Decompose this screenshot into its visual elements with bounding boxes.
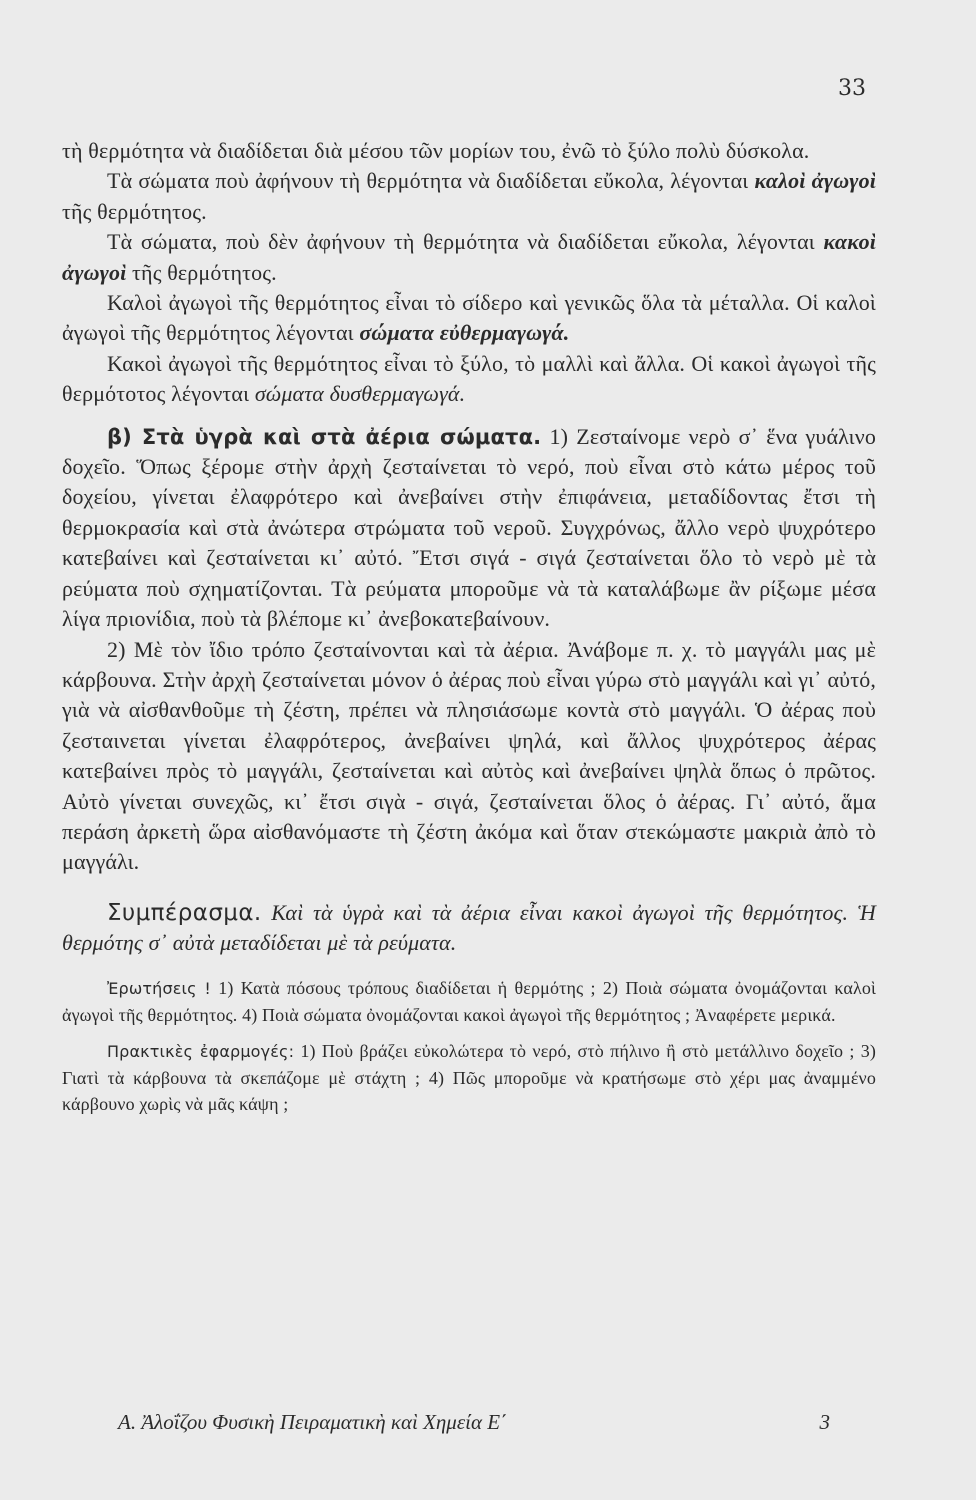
questions-heading: Ἐρωτήσεις ! <box>107 978 211 998</box>
section-liquids-gases <box>62 422 876 635</box>
paragraph-text: τῆς θερμότητος. <box>126 259 277 285</box>
paragraph-conduction-solids: τὴ θερμότητα νὰ διαδίδεται διὰ μέσου τῶν μορίων του, ἐνῶ τὸ ξύλο πολὺ δύσκολα. <box>62 138 810 163</box>
term-dystherm: σώματα δυσθερμαγωγά. <box>254 381 466 407</box>
paragraph-gases-convection: 2) Μὲ τὸν ἴδιο τρόπο ζεσταίνονται καὶ τὰ ἀέρια. Ἀνάβομε π. χ. τὸ μαγγάλι μας μὲ κάρβουνα. Στὴν ἀρχὴ ζεσταίνεται μόνον ὁ ἀέρας ποὺ εἶναι γύρω στὸ μαγγάλι καὶ γι᾿ αὐτό, γιὰ νὰ αἰσθανθοῦμε τὴ ζέστη, πρέπει νὰ πλησιάσωμε κοντὰ στὸ μαγγάλι. Ὁ ἀέρας ποὺ ζεσταινεται γίνεται ἐλαφρότερος, ἀνεβαίνει ψηλά, καὶ ἄλλος ψυχρότερος ἀέρας κατεβαίνει πρὸς τὸ μαγγάλι, ζεσταίνεται καὶ αὐτὸς καὶ ἀνεβαίνει ψηλὰ ὅπως ὁ πρῶτος. Αὐτὸ γίνεται συνεχῶς, κι᾿ ἔτσι σιγὰ - σιγά, ζεσταίνεται ὅλος ὁ ἀέρας. Γι᾿ αὐτό, ἅμα περάση ἀρκετὴ ὥρα αἰσθανόμαστε τὴ ζέστη ἀκόμα καὶ ὅταν στεκώμαστε μακριὰ ἀπὸ τὸ μαγγάλι. <box>62 636 876 875</box>
term-eutherm: σώματα εὐθερμαγωγά. <box>359 320 570 346</box>
practical-heading: Πρακτικὲς ἐφαρμογές: <box>107 1041 295 1061</box>
paragraph-text: Καλοὶ ἀγωγοὶ τῆς θερμότητος εἶναι τὸ σίδερο καὶ γενικῶς ὅλα τὰ μέταλλα. Οἱ καλοὶ ἀγωγοὶ τῆς θερμότητος λέγονται <box>62 290 876 346</box>
paragraph-text: Τὰ σώματα, ποὺ δὲν ἀφήνουν τὴ θερμότητα νὰ διαδίδεται εὔκολα, λέγονται <box>107 229 824 255</box>
paragraph-good-conductors-def <box>62 166 876 227</box>
page-number: 33 <box>838 76 866 101</box>
questions-text: 1) Κατὰ πόσους τρόπους διαδίδεται ἡ θερμότης ; 2) Ποιὰ σώματα ὀνομάζονται καλοὶ ἀγωγοὶ τῆς θερμότητος. 4) Ποιὰ σώματα ὀνομάζονται κακοὶ ἀγωγοὶ τῆς θερμότητος ; Ἀναφέρετε μερικά. <box>62 977 876 1025</box>
footer-title: Α. Ἀλοΐζου Φυσικὴ Πειραματικὴ καὶ Χημεία Ε΄ <box>118 1410 508 1434</box>
conclusion-heading: Συμπέρασμα. <box>107 899 262 926</box>
conclusion-text: Καὶ τὰ ὑγρὰ καὶ τὰ ἀέρια εἶναι κακοὶ ἀγωγοὶ τῆς θερμότητος. Ἡ θερμότης σ᾿ αὐτὰ μεταδίδεται μὲ τὰ ρεύματα. <box>62 899 876 956</box>
section-text: 1) Ζεσταίνομε νερὸ σ᾿ ἕνα γυάλινο δοχεῖο. Ὅπως ξέρομε στὴν ἀρχὴ ζεσταίνεται τὸ νερό, ποὺ εἶναι στὸ κάτω μέρος τοῦ δοχείου, γίνεται ἐλαφρότερο καὶ ἀνεβαίνει στὴν ἐπιφάνεια, μεταδίδοντας ἔτσι τὴ θερμοκρασία καὶ στὰ ἀνώτερα στρώματα τοῦ νεροῦ. Συγχρόνως, ἄλλο νερὸ ψυχρότερο κατεβαίνει καὶ ζεσταίνεται κι᾿ αὐτό. Ἔτσι σιγά - σιγά ζεσταίνεται ὅλο τὸ νερὸ μὲ τὰ ρεύματα ποὺ σχηματίζονται. Τὰ ρεύματα μποροῦμε νὰ τὰ καταλάβωμε ἂν ρίξωμε μέσα λίγα πριονίδια, ποὺ τὰ βλέπομε κι᾿ ἀνεβοκατεβαίνουν. <box>62 423 876 632</box>
footer-signature: 3 <box>819 1410 830 1434</box>
term-good-conductors: καλοὶ ἀγωγοὶ <box>754 168 877 194</box>
body-text <box>62 136 876 1117</box>
section-heading: β) Στὰ ὑγρὰ καὶ στὰ ἀέρια σώματα. <box>107 424 542 449</box>
paragraph-text: τῆς θερμότητος. <box>62 198 207 224</box>
paragraph-text: Κακοὶ ἀγωγοὶ τῆς θερμότητος εἶναι τὸ ξύλο, τὸ μαλλὶ καὶ ἄλλα. Οἱ κακοὶ ἀγωγοὶ τῆς θερμότοτος λέγονται <box>62 350 876 407</box>
term-bad-conductors: κακοὶ ἀγωγοὶ <box>62 229 876 285</box>
paragraph-bad-conductors-def <box>62 227 876 288</box>
paragraph-bad-conductors-examples <box>62 349 876 410</box>
page-footer <box>118 1410 830 1435</box>
paragraph-good-conductors-examples <box>62 288 876 349</box>
paragraph-text: Τὰ σώματα ποὺ ἀφήνουν τὴ θερμότητα νὰ διαδίδεται εὔκολα, λέγονται <box>107 168 755 194</box>
conclusion-paragraph <box>62 898 876 959</box>
practical-text: 1) Ποὺ βράζει εὐκολώτερα τὸ νερό, στὸ πήλινο ἢ στὸ μετάλλινο δοχεῖο ; 3) Γιατὶ τὰ κάρβουνα τὰ σκεπάζομε μὲ στάχτη ; 4) Πῶς μποροῦμε νὰ κρατήσωμε στὸ χέρι μας ἀναμμένο κάρβουνο χωρὶς νὰ μᾶς κάψη ; <box>62 1040 876 1114</box>
practical-paragraph <box>62 1038 876 1117</box>
questions-paragraph <box>62 975 876 1028</box>
